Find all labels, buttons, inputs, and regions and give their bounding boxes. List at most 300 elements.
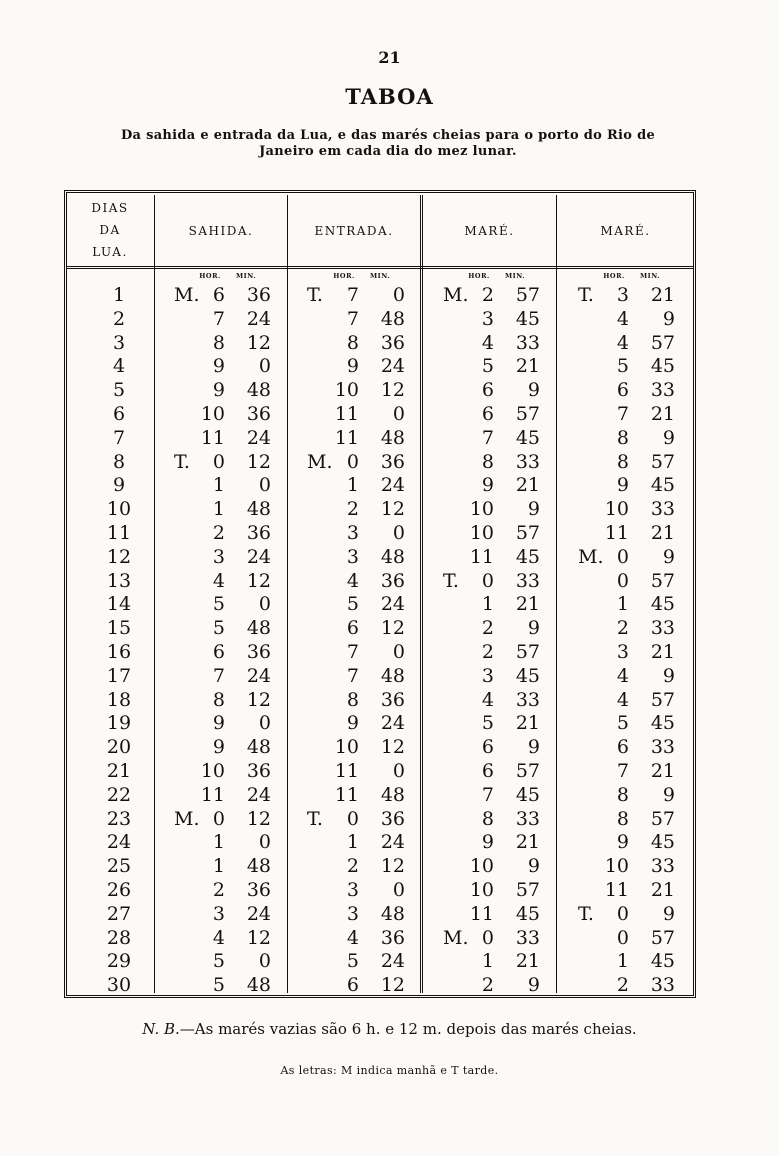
cell-e-h: 6 xyxy=(346,617,359,640)
cell-s-h: 6 xyxy=(212,641,225,663)
cell-day: 26 xyxy=(106,879,132,901)
cell-e-h: 0 xyxy=(346,450,359,473)
cell-s-h: 9 xyxy=(212,736,225,759)
unit-hor: HOR. xyxy=(603,272,625,280)
cell-m2-h: 4 xyxy=(616,664,629,687)
cell-day: 12 xyxy=(106,545,132,568)
cell-e-h: 3 xyxy=(346,545,359,568)
cell-e-h: 8 xyxy=(346,331,359,354)
table-row xyxy=(66,735,694,759)
cell-s-m: 24 xyxy=(246,664,271,687)
cell-s-h: 0 xyxy=(212,450,225,473)
table-row xyxy=(66,545,694,569)
table-row xyxy=(66,402,694,426)
unit-hor: HOR. xyxy=(199,272,221,280)
cell-m1-m: 33 xyxy=(515,569,540,592)
cell-s-l: T. xyxy=(174,450,190,473)
cell-s-m: 48 xyxy=(246,379,271,402)
cell-day: 8 xyxy=(112,450,126,473)
table-row xyxy=(66,331,694,355)
cell-m1-m: 33 xyxy=(515,331,540,354)
cell-e-h: 11 xyxy=(334,403,359,425)
cell-e-m: 48 xyxy=(380,902,405,925)
cell-s-l: M. xyxy=(174,284,200,306)
cell-e-h: 4 xyxy=(346,926,359,949)
cell-m2-h: 1 xyxy=(616,950,629,973)
cell-m2-m: 45 xyxy=(650,593,675,616)
cell-s-m: 12 xyxy=(246,926,271,949)
cell-e-m: 48 xyxy=(380,783,405,806)
cell-m2-h: 4 xyxy=(616,331,629,354)
cell-m2-m: 9 xyxy=(662,545,675,568)
cell-m1-h: 0 xyxy=(481,926,494,949)
table-row xyxy=(66,592,694,616)
header-sahida: SAHIDA. xyxy=(188,224,254,238)
cell-m1-h: 2 xyxy=(481,974,494,997)
cell-m2-h: 4 xyxy=(616,307,629,330)
cell-m1-m: 57 xyxy=(515,641,540,663)
cell-e-h: 3 xyxy=(346,522,359,544)
table-row xyxy=(66,426,694,450)
cell-s-m: 12 xyxy=(246,688,271,711)
cell-e-m: 0 xyxy=(392,522,405,544)
cell-s-h: 5 xyxy=(212,950,225,973)
cell-day: 28 xyxy=(106,926,132,949)
table-row xyxy=(66,783,694,807)
cell-e-h: 11 xyxy=(334,783,359,806)
cell-m1-h: 6 xyxy=(481,760,494,782)
cell-m1-h: 8 xyxy=(481,450,494,473)
cell-e-m: 24 xyxy=(380,950,405,973)
cell-e-m: 48 xyxy=(380,545,405,568)
cell-s-h: 5 xyxy=(212,974,225,997)
header-entrada: ENTRADA. xyxy=(314,224,394,238)
cell-day: 18 xyxy=(106,688,132,711)
cell-m1-h: 9 xyxy=(481,474,494,497)
cell-m2-m: 21 xyxy=(650,522,675,544)
cell-e-m: 48 xyxy=(380,664,405,687)
cell-m1-h: 6 xyxy=(481,379,494,402)
cell-s-m: 36 xyxy=(246,522,271,544)
cell-s-h: 7 xyxy=(212,307,225,330)
cell-day: 16 xyxy=(106,641,132,663)
cell-m2-m: 45 xyxy=(650,474,675,497)
cell-s-m: 12 xyxy=(246,450,271,473)
cell-m1-m: 9 xyxy=(527,974,540,997)
cell-m1-m: 45 xyxy=(515,307,540,330)
page-title: TABOA xyxy=(345,84,434,109)
cell-m2-m: 45 xyxy=(650,355,675,378)
cell-e-h: 1 xyxy=(346,474,359,497)
cell-s-h: 1 xyxy=(212,855,225,878)
cell-m1-h: 0 xyxy=(481,569,494,592)
cell-day: 4 xyxy=(112,355,126,378)
cell-m2-m: 45 xyxy=(650,831,675,854)
cell-e-m: 36 xyxy=(380,807,405,830)
cell-day: 22 xyxy=(106,783,132,806)
cell-e-h: 7 xyxy=(346,307,359,330)
cell-m2-h: 2 xyxy=(616,974,629,997)
cell-m1-l: M. xyxy=(443,284,469,306)
cell-m1-m: 57 xyxy=(515,284,540,306)
cell-s-m: 48 xyxy=(246,855,271,878)
cell-s-h: 4 xyxy=(212,926,225,949)
cell-e-m: 24 xyxy=(380,831,405,854)
cell-m2-h: 8 xyxy=(616,807,629,830)
cell-m2-m: 57 xyxy=(650,450,675,473)
cell-e-m: 12 xyxy=(380,498,405,521)
cell-m1-m: 57 xyxy=(515,522,540,544)
cell-m1-m: 21 xyxy=(515,950,540,973)
cell-s-h: 3 xyxy=(212,545,225,568)
table-row xyxy=(66,926,694,950)
cell-m2-h: 3 xyxy=(616,284,629,306)
cell-m2-h: 6 xyxy=(616,736,629,759)
cell-m1-l: M. xyxy=(443,926,469,949)
cell-s-m: 12 xyxy=(246,331,271,354)
table-row xyxy=(66,307,694,331)
cell-m2-l: T. xyxy=(578,902,594,925)
cell-s-m: 36 xyxy=(246,403,271,425)
cell-m1-h: 5 xyxy=(481,712,494,735)
cell-s-m: 36 xyxy=(246,879,271,901)
cell-e-h: 7 xyxy=(346,664,359,687)
cell-m2-h: 0 xyxy=(616,569,629,592)
cell-day: 7 xyxy=(112,426,126,449)
table-row xyxy=(66,664,694,688)
cell-e-h: 10 xyxy=(334,379,359,402)
cell-m2-m: 21 xyxy=(650,403,675,425)
cell-m2-m: 57 xyxy=(650,688,675,711)
cell-m1-h: 7 xyxy=(481,426,494,449)
cell-m1-h: 7 xyxy=(481,783,494,806)
cell-s-h: 7 xyxy=(212,664,225,687)
table-row xyxy=(66,854,694,878)
cell-m1-h: 10 xyxy=(469,855,494,878)
header-mare-1: MARÉ. xyxy=(464,224,515,238)
cell-day: 24 xyxy=(106,831,132,854)
cell-m2-h: 1 xyxy=(616,593,629,616)
cell-s-m: 48 xyxy=(246,974,271,997)
cell-m1-l: T. xyxy=(443,569,459,592)
note-text: —As marés vazias são 6 h. e 12 m. depois das marés cheias. xyxy=(179,1020,637,1038)
cell-m1-h: 11 xyxy=(469,902,494,925)
cell-day: 3 xyxy=(112,331,126,354)
cell-day: 11 xyxy=(106,522,132,544)
cell-e-h: 2 xyxy=(346,855,359,878)
cell-m2-m: 21 xyxy=(650,641,675,663)
cell-e-m: 48 xyxy=(380,426,405,449)
cell-m2-h: 7 xyxy=(616,760,629,782)
cell-m1-h: 4 xyxy=(481,331,494,354)
cell-s-h: 6 xyxy=(212,284,225,306)
cell-m2-h: 0 xyxy=(616,545,629,568)
cell-s-h: 1 xyxy=(212,474,225,497)
unit-min: MIN. xyxy=(504,272,526,280)
cell-day: 21 xyxy=(106,760,132,782)
cell-e-h: 9 xyxy=(346,712,359,735)
table-row xyxy=(66,973,694,997)
cell-s-m: 12 xyxy=(246,569,271,592)
cell-s-m: 24 xyxy=(246,426,271,449)
cell-day: 2 xyxy=(112,307,126,330)
cell-m1-m: 33 xyxy=(515,807,540,830)
cell-m2-h: 4 xyxy=(616,688,629,711)
subtitle-line-1: Da sahida e entrada da Lua, e das marés cheias para o porto do Rio de xyxy=(120,128,656,143)
cell-m2-h: 0 xyxy=(616,902,629,925)
cell-s-m: 36 xyxy=(246,760,271,782)
cell-s-h: 9 xyxy=(212,379,225,402)
cell-m2-m: 33 xyxy=(650,736,675,759)
cell-m1-m: 9 xyxy=(527,379,540,402)
cell-e-m: 12 xyxy=(380,617,405,640)
cell-day: 10 xyxy=(106,498,132,521)
table-row xyxy=(66,473,694,497)
cell-m2-m: 33 xyxy=(650,974,675,997)
cell-m1-h: 2 xyxy=(481,284,494,306)
cell-s-h: 11 xyxy=(200,426,225,449)
cell-e-m: 12 xyxy=(380,736,405,759)
cell-day: 6 xyxy=(112,403,126,425)
cell-s-h: 4 xyxy=(212,569,225,592)
cell-day: 29 xyxy=(106,950,132,973)
cell-m2-h: 10 xyxy=(604,855,629,878)
cell-m1-h: 11 xyxy=(469,545,494,568)
unit-min: MIN. xyxy=(639,272,661,280)
cell-s-h: 11 xyxy=(200,783,225,806)
cell-m1-h: 2 xyxy=(481,641,494,663)
cell-m1-m: 33 xyxy=(515,688,540,711)
cell-e-h: 9 xyxy=(346,355,359,378)
cell-m2-m: 9 xyxy=(662,426,675,449)
cell-s-m: 0 xyxy=(258,712,271,735)
cell-e-h: 11 xyxy=(334,760,359,782)
cell-e-h: 2 xyxy=(346,498,359,521)
cell-day: 1 xyxy=(112,284,126,306)
cell-s-m: 36 xyxy=(246,641,271,663)
cell-day: 5 xyxy=(112,379,126,402)
cell-m2-h: 9 xyxy=(616,474,629,497)
cell-m2-h: 7 xyxy=(616,403,629,425)
cell-s-m: 24 xyxy=(246,545,271,568)
cell-s-l: M. xyxy=(174,807,200,830)
cell-m2-h: 5 xyxy=(616,712,629,735)
cell-e-m: 0 xyxy=(392,760,405,782)
header-dias-line: DIAS xyxy=(91,201,129,215)
cell-s-h: 5 xyxy=(212,593,225,616)
cell-s-m: 0 xyxy=(258,474,271,497)
cell-m1-m: 21 xyxy=(515,593,540,616)
cell-e-h: 8 xyxy=(346,688,359,711)
cell-e-l: M. xyxy=(307,450,333,473)
cell-s-h: 1 xyxy=(212,498,225,521)
cell-m1-h: 4 xyxy=(481,688,494,711)
cell-m2-m: 33 xyxy=(650,379,675,402)
cell-m1-h: 10 xyxy=(469,522,494,544)
cell-e-m: 0 xyxy=(392,879,405,901)
cell-s-h: 5 xyxy=(212,617,225,640)
cell-e-m: 36 xyxy=(380,688,405,711)
cell-s-h: 2 xyxy=(212,522,225,544)
cell-s-h: 0 xyxy=(212,807,225,830)
nota-bene xyxy=(0,1020,779,1038)
table-row xyxy=(66,521,694,545)
cell-m1-h: 10 xyxy=(469,498,494,521)
cell-m1-m: 45 xyxy=(515,783,540,806)
cell-s-h: 10 xyxy=(200,403,225,425)
cell-e-m: 12 xyxy=(380,379,405,402)
cell-s-m: 36 xyxy=(246,284,271,306)
cell-day: 25 xyxy=(106,855,132,878)
table-row xyxy=(66,354,694,378)
cell-e-m: 0 xyxy=(392,641,405,663)
header-mare-2: MARÉ. xyxy=(600,224,651,238)
cell-m2-m: 57 xyxy=(650,331,675,354)
cell-m2-m: 57 xyxy=(650,569,675,592)
cell-s-m: 48 xyxy=(246,736,271,759)
cell-day: 15 xyxy=(106,617,132,640)
cell-e-m: 36 xyxy=(380,569,405,592)
table-row xyxy=(66,688,694,712)
cell-m2-m: 45 xyxy=(650,712,675,735)
cell-m1-m: 9 xyxy=(527,855,540,878)
cell-m2-m: 45 xyxy=(650,950,675,973)
cell-m1-m: 45 xyxy=(515,664,540,687)
cell-m2-m: 9 xyxy=(662,307,675,330)
table-row xyxy=(66,569,694,593)
cell-s-h: 9 xyxy=(212,355,225,378)
cell-m2-h: 8 xyxy=(616,426,629,449)
header-dias-line: LUA. xyxy=(92,245,128,259)
cell-e-m: 36 xyxy=(380,331,405,354)
legend-letters: As letras: M indica manhã e T tarde. xyxy=(280,1064,499,1077)
header-dias-line: DA xyxy=(99,223,121,237)
header-dias-da-lua xyxy=(66,196,154,264)
cell-day: 19 xyxy=(106,712,132,735)
cell-m1-m: 45 xyxy=(515,426,540,449)
cell-m2-h: 3 xyxy=(616,641,629,663)
cell-m1-m: 9 xyxy=(527,498,540,521)
cell-day: 13 xyxy=(106,569,132,592)
unit-min: MIN. xyxy=(235,272,257,280)
cell-day: 9 xyxy=(112,474,126,497)
table-row xyxy=(66,807,694,831)
cell-m1-m: 21 xyxy=(515,355,540,378)
cell-s-m: 0 xyxy=(258,831,271,854)
cell-day: 14 xyxy=(106,593,132,616)
table-row xyxy=(66,283,694,307)
cell-m1-h: 6 xyxy=(481,403,494,425)
subtitle-line-2: Janeiro em cada dia do mez lunar. xyxy=(259,144,517,159)
cell-m2-m: 33 xyxy=(650,617,675,640)
table-row xyxy=(66,878,694,902)
cell-e-h: 6 xyxy=(346,974,359,997)
cell-m1-h: 3 xyxy=(481,664,494,687)
cell-m1-h: 6 xyxy=(481,736,494,759)
cell-s-m: 24 xyxy=(246,307,271,330)
cell-m2-m: 21 xyxy=(650,760,675,782)
cell-m2-h: 0 xyxy=(616,926,629,949)
cell-m1-m: 9 xyxy=(527,736,540,759)
cell-s-m: 12 xyxy=(246,807,271,830)
cell-m1-h: 1 xyxy=(481,950,494,973)
cell-m1-m: 45 xyxy=(515,545,540,568)
cell-m1-m: 21 xyxy=(515,831,540,854)
cell-e-h: 5 xyxy=(346,950,359,973)
cell-m1-m: 21 xyxy=(515,712,540,735)
cell-m1-h: 8 xyxy=(481,807,494,830)
cell-s-h: 3 xyxy=(212,902,225,925)
cell-e-h: 7 xyxy=(346,284,359,306)
cell-e-m: 24 xyxy=(380,474,405,497)
cell-m1-m: 57 xyxy=(515,879,540,901)
header-rule xyxy=(66,266,694,269)
cell-m1-m: 33 xyxy=(515,450,540,473)
cell-e-h: 10 xyxy=(334,736,359,759)
cell-m2-m: 57 xyxy=(650,807,675,830)
cell-m2-m: 21 xyxy=(650,879,675,901)
cell-m2-l: T. xyxy=(578,284,594,306)
note-prefix: N. B. xyxy=(142,1020,180,1038)
cell-s-m: 0 xyxy=(258,950,271,973)
cell-s-m: 0 xyxy=(258,593,271,616)
cell-m2-m: 9 xyxy=(662,664,675,687)
cell-e-h: 4 xyxy=(346,569,359,592)
cell-s-m: 24 xyxy=(246,902,271,925)
cell-s-h: 2 xyxy=(212,879,225,901)
table-row xyxy=(66,949,694,973)
cell-m1-m: 45 xyxy=(515,902,540,925)
cell-e-l: T. xyxy=(307,284,323,306)
cell-e-m: 12 xyxy=(380,974,405,997)
cell-m1-h: 5 xyxy=(481,355,494,378)
table-row xyxy=(66,759,694,783)
cell-day: 20 xyxy=(106,736,132,759)
cell-day: 30 xyxy=(106,974,132,997)
cell-e-h: 3 xyxy=(346,902,359,925)
cell-s-h: 8 xyxy=(212,688,225,711)
cell-s-h: 9 xyxy=(212,712,225,735)
table-row xyxy=(66,902,694,926)
cell-e-h: 7 xyxy=(346,641,359,663)
cell-m2-h: 11 xyxy=(604,522,629,544)
cell-e-m: 0 xyxy=(392,403,405,425)
unit-hor: HOR. xyxy=(333,272,355,280)
subtitle xyxy=(58,128,718,160)
cell-s-h: 10 xyxy=(200,760,225,782)
cell-s-m: 0 xyxy=(258,355,271,378)
cell-e-l: T. xyxy=(307,807,323,830)
cell-m1-m: 21 xyxy=(515,474,540,497)
cell-m2-h: 5 xyxy=(616,355,629,378)
cell-m1-h: 10 xyxy=(469,879,494,901)
cell-m1-h: 1 xyxy=(481,593,494,616)
cell-e-m: 24 xyxy=(380,355,405,378)
cell-e-h: 1 xyxy=(346,831,359,854)
cell-m2-m: 9 xyxy=(662,902,675,925)
cell-m2-h: 11 xyxy=(604,879,629,901)
page-number: 21 xyxy=(378,48,401,67)
cell-m1-m: 33 xyxy=(515,926,540,949)
cell-m2-m: 33 xyxy=(650,498,675,521)
cell-m1-m: 57 xyxy=(515,760,540,782)
cell-day: 23 xyxy=(106,807,132,830)
cell-m2-m: 33 xyxy=(650,855,675,878)
cell-m2-h: 10 xyxy=(604,498,629,521)
cell-e-m: 48 xyxy=(380,307,405,330)
cell-m1-m: 9 xyxy=(527,617,540,640)
cell-e-h: 0 xyxy=(346,807,359,830)
